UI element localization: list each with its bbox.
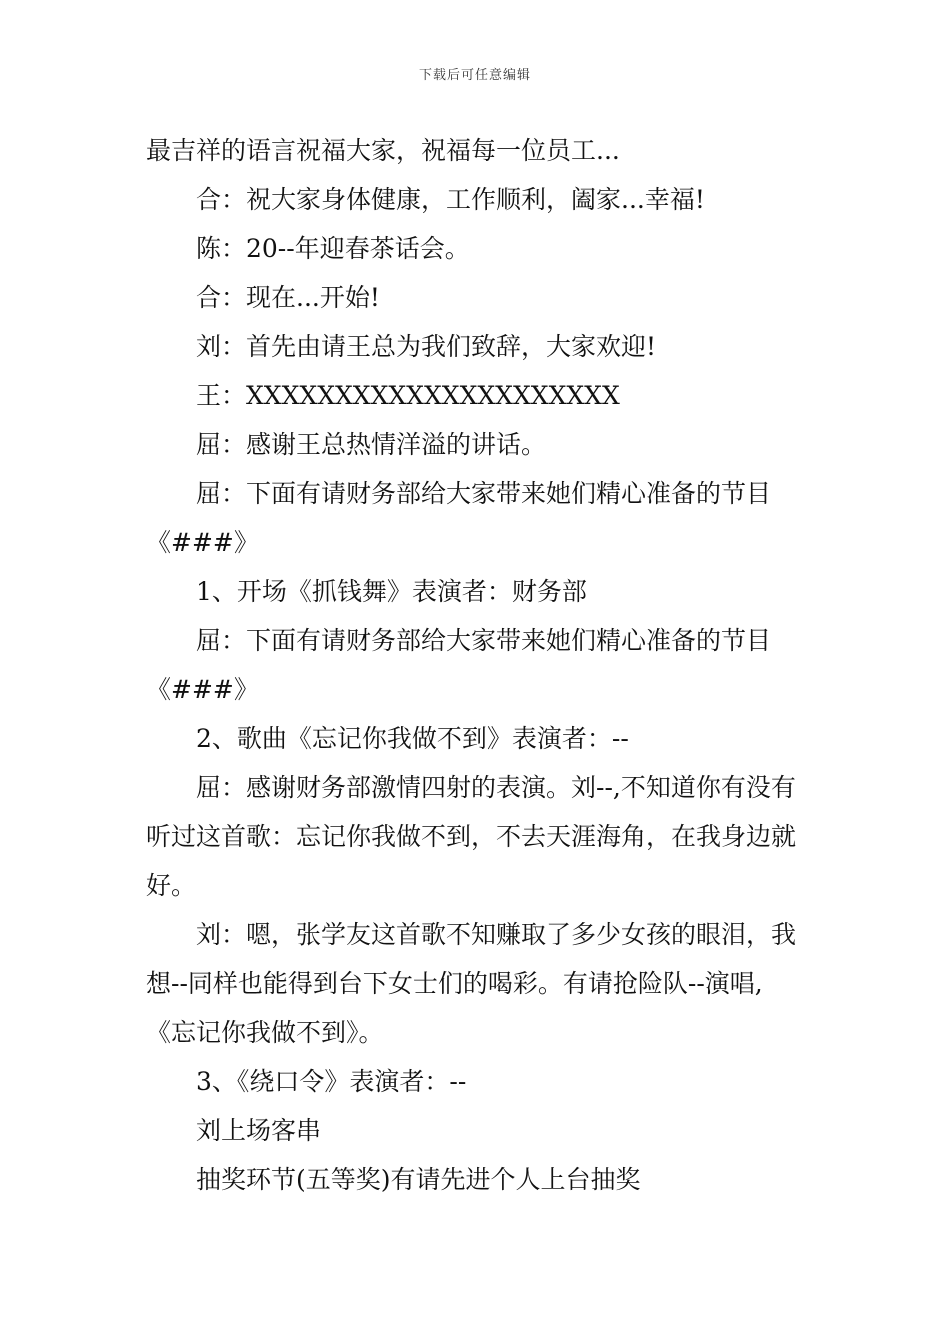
paragraph-3: 陈：20--年迎春茶话会。 xyxy=(196,234,470,263)
paragraph-1: 最吉祥的语言祝福大家，祝福每一位员工... xyxy=(146,136,620,165)
paragraph-6: 王：XXXXXXXXXXXXXXXXXXXXX xyxy=(196,381,620,410)
paragraph-16: 抽奖环节(五等奖)有请先进个人上台抽奖 xyxy=(196,1165,641,1194)
paragraph-12: 屈：感谢财务部激情四射的表演。刘--,不知道你有没有听过这首歌：忘记你我做不到，不去天涯海角，在我身边就好。 xyxy=(146,773,797,900)
paragraph-5: 刘：首先由请王总为我们致辞，大家欢迎! xyxy=(196,332,657,361)
paragraph-8: 屈：下面有请财务部给大家带来她们精心准备的节目《###》 xyxy=(146,479,772,557)
page-header-note: 下载后可任意编辑 xyxy=(418,68,531,83)
paragraph-4: 合：现在...开始! xyxy=(196,283,380,312)
paragraph-2: 合：祝大家身体健康，工作顺利，阖家...幸福! xyxy=(196,185,705,214)
paragraph-10: 屈：下面有请财务部给大家带来她们精心准备的节目《###》 xyxy=(146,626,772,704)
paragraph-9: 1、开场《抓钱舞》表演者：财务部 xyxy=(196,577,587,606)
paragraph-15: 刘上场客串 xyxy=(196,1116,322,1145)
paragraph-7: 屈：感谢王总热情洋溢的讲话。 xyxy=(196,430,547,459)
document-body xyxy=(146,126,810,1204)
paragraph-14: 3、《绕口令》表演者：-- xyxy=(196,1067,467,1096)
paragraph-13: 刘：嗯，张学友这首歌不知赚取了多少女孩的眼泪，我想--同样也能得到台下女士们的喝彩。有请抢险队--演唱,《忘记你我做不到》。 xyxy=(146,920,797,1047)
paragraph-11: 2、歌曲《忘记你我做不到》表演者：-- xyxy=(196,724,629,753)
